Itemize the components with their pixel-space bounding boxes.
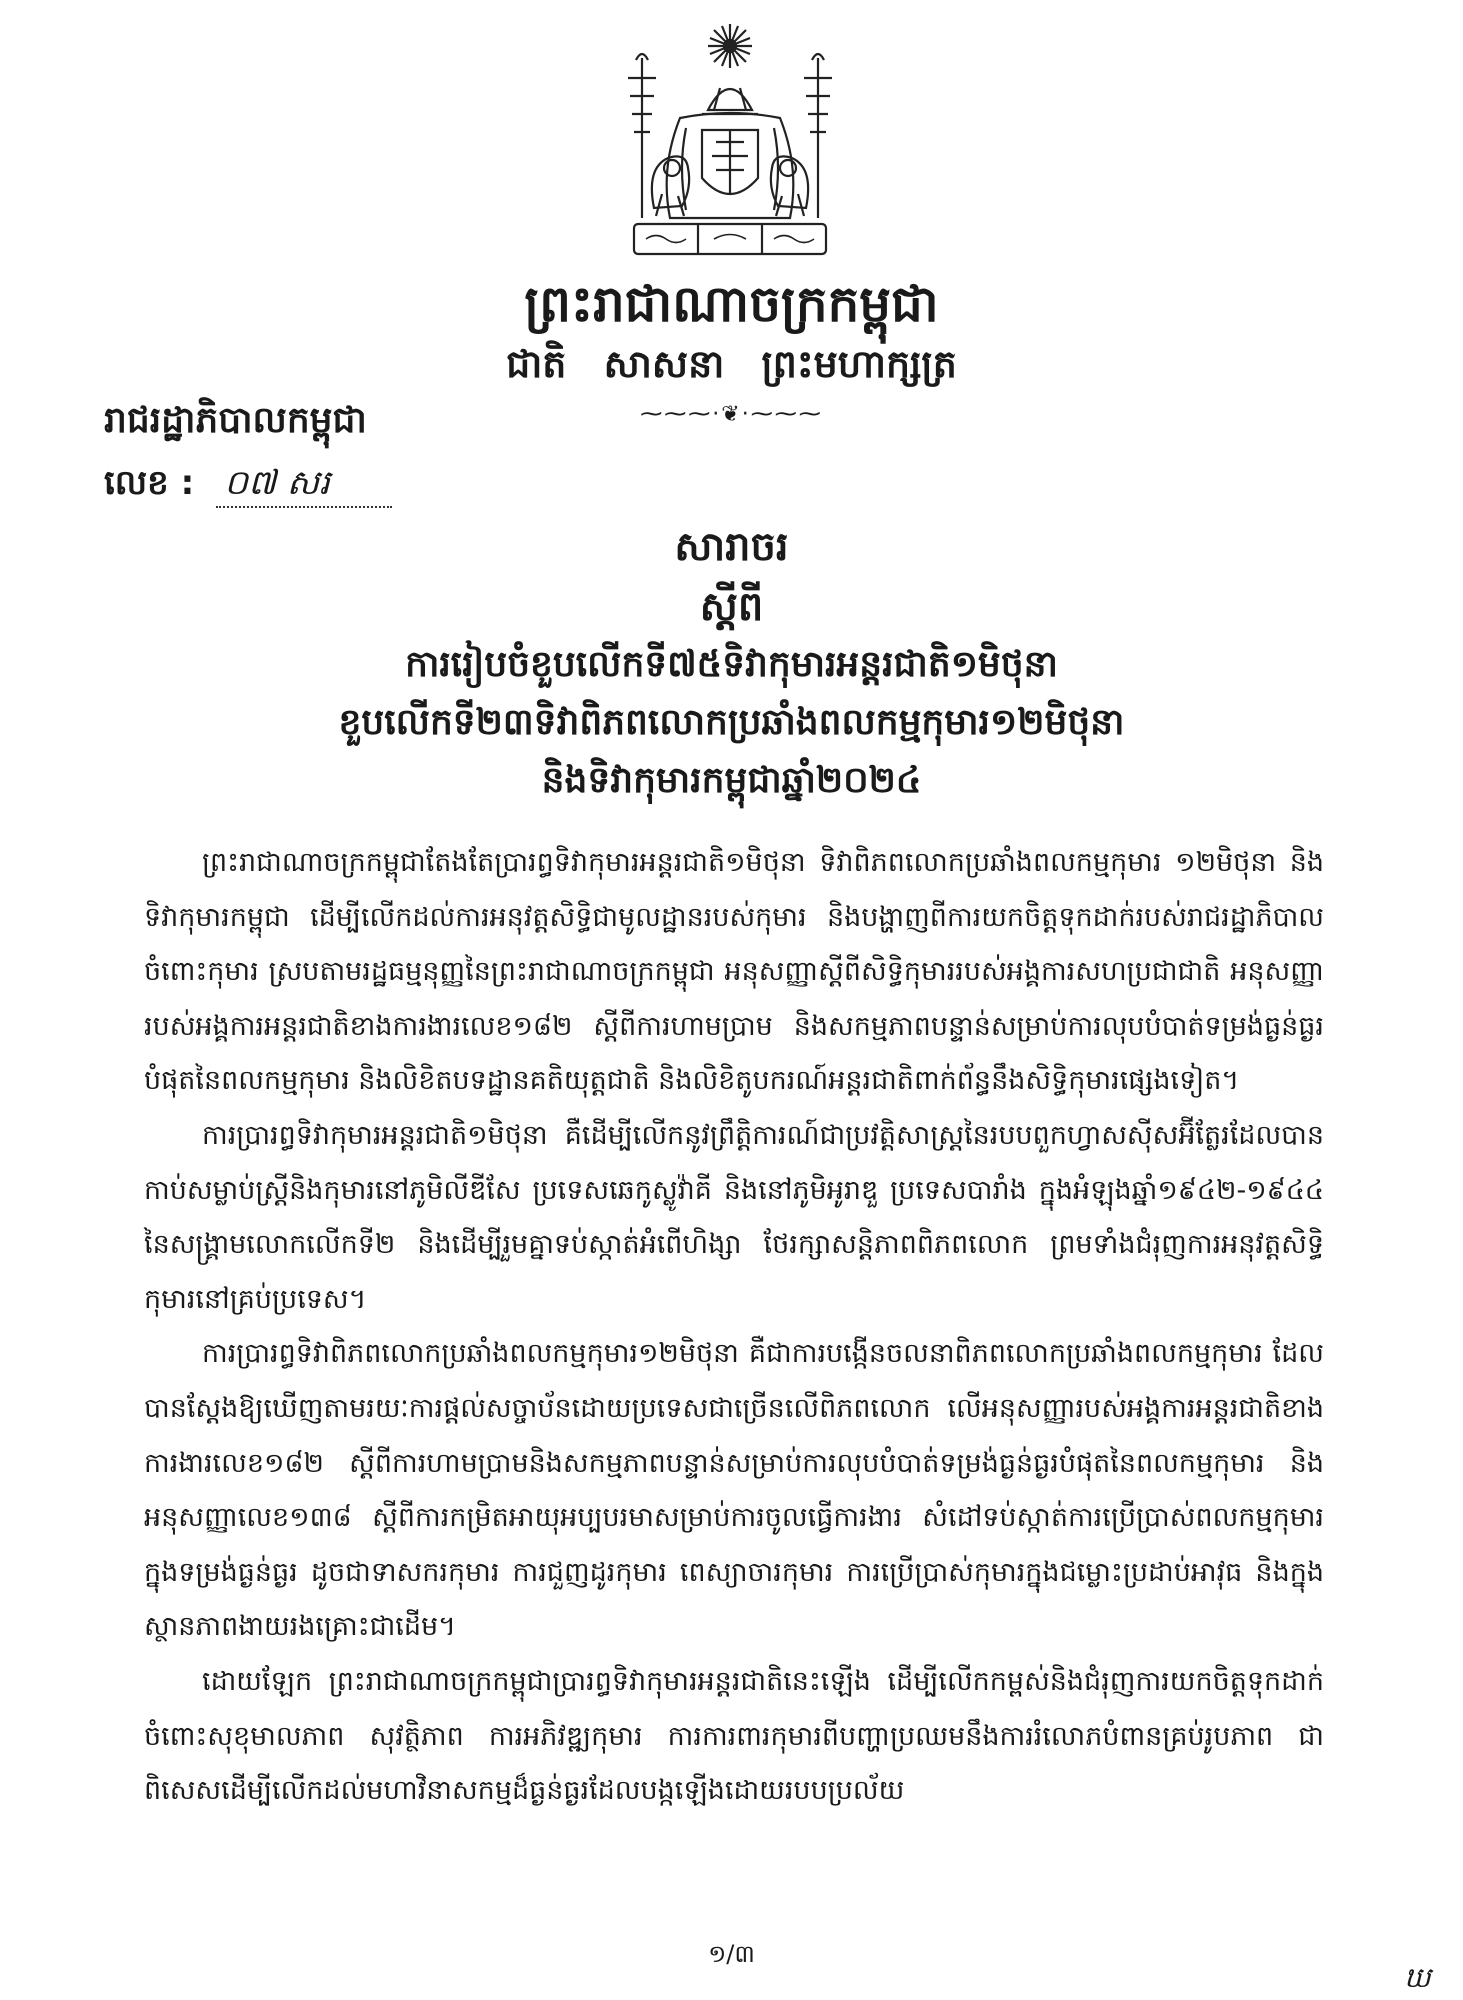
- document-number-value: ០៧ សរ: [216, 460, 392, 508]
- page-number: ១/៣: [708, 1940, 755, 1968]
- national-motto: ជាតិ សាសនា ព្រះមហាក្សត្រ: [506, 342, 957, 386]
- document-body: [144, 836, 1324, 1819]
- document-number-label: លេខ :: [104, 463, 195, 503]
- title-line: ខួបលើកទី២៣ទិវាពិភពលោកប្រឆាំងពលកម្មកុមារ១២មិថុនា: [338, 702, 1125, 743]
- kingdom-heading: ព្រះរាជាណាចក្រកម្ពុជា: [524, 275, 939, 333]
- body-paragraph: ការប្រារព្ធទិវាកុមារអន្តរជាតិ១មិថុនា គឺដើម្បីលើកនូវព្រឹត្តិការណ៍ជាប្រវត្តិសាស្ត្រនៃរបបពួកហ្វាសស៊ីសអ៊ីត្លែរដែលបានកាប់សម្លាប់ស្ត្រីនិងកុមារនៅភូមិលីឌីសែ ប្រទេសឆេកូស្លូវ៉ាគី និងនៅភូមិអូរាឌួ ប្រទេសបារាំង ក្នុងអំឡុងឆ្នាំ១៩៤២-១៩៤៤ នៃសង្គ្រាមលោកលើកទី២ និងដើម្បីរួមគ្នាទប់ស្កាត់អំពើហិង្សា ថែរក្សាសន្តិភាពពិភពលោក ព្រមទាំងជំរុញការអនុវត្តសិទ្ធិកុមារនៅគ្រប់ប្រទេស។: [144, 1119, 1324, 1315]
- document-type: សារាចរ: [674, 524, 789, 570]
- body-paragraph: ដោយឡែក ព្រះរាជាណាចក្រកម្ពុជាប្រារព្ធទិវាកុមារអន្តរជាតិនេះឡើង ដើម្បីលើកកម្ពស់និងជំរុញការយកចិត្តទុកដាក់ចំពោះសុខុមាលភាព សុវត្ថិភាព ការអភិវឌ្ឍកុមារ ការការពារកុមារពីបញ្ហាប្រឈមនឹងការរំលោភបំពានគ្រប់រូបភាព ជាពិសេសដើម្បីលើកដល់មហាវិនាសកម្មដ៏ធ្ងន់ធ្ងរដែលបង្កឡើងដោយរបបប្រល័យ: [144, 1665, 1324, 1807]
- document-number: [104, 460, 392, 508]
- ornament-divider: ⁓⁓⁓·❦·⁓⁓⁓: [640, 402, 823, 427]
- royal-coat-of-arms-icon: [590, 18, 870, 266]
- body-paragraph: ព្រះរាជាណាចក្រកម្ពុជាតែងតែប្រារព្ធទិវាកុមារអន្តរជាតិ១មិថុនា ទិវាពិភពលោកប្រឆាំងពលកម្មកុមារ ១២មិថុនា និងទិវាកុមារកម្ពុជា ដើម្បីលើកដល់ការអនុវត្តសិទ្ធិជាមូលដ្ឋានរបស់កុមារ និងបង្ហាញពីការយកចិត្តទុកដាក់របស់រាជរដ្ឋាភិបាលចំពោះកុមារ ស្របតាមរដ្ឋធម្មនុញ្ញនៃព្រះរាជាណាចក្រកម្ពុជា អនុសញ្ញាស្តីពីសិទ្ធិកុមាររបស់អង្គការសហប្រជាជាតិ អនុសញ្ញារបស់អង្គការអន្តរជាតិខាងការងារលេខ១៨២ ស្តីពីការហាមប្រាម និងសកម្មភាពបន្ទាន់សម្រាប់ការលុបបំបាត់ទម្រង់ធ្ងន់ធ្ងរបំផុតនៃពលកម្មកុមារ និងលិខិតបទដ្ឋានគតិយុត្តជាតិ និងលិខិតូបករណ៍អន្តរជាតិពាក់ព័ន្ធនឹងសិទ្ធិកុមារផ្សេងទៀត។: [144, 847, 1324, 1097]
- subject-label: ស្តីពី: [699, 584, 764, 630]
- title-line: និងទិវាកុមារកម្ពុជាឆ្នាំ២០២៤: [541, 760, 922, 801]
- corner-initial-mark: ឃ: [1404, 1961, 1431, 1994]
- body-paragraph: ការប្រារព្ធទិវាពិភពលោកប្រឆាំងពលកម្មកុមារ១២មិថុនា គឺជាការបង្កើនចលនាពិភពលោកប្រឆាំងពលកម្មកុមារ ដែលបានស្តែងឱ្យឃើញតាមរយៈការផ្តល់សច្ចាប័នដោយប្រទេសជាច្រើនលើពិភពលោក លើអនុសញ្ញារបស់អង្គការអន្តរជាតិខាងការងារលេខ១៨២ ស្តីពីការហាមប្រាមនិងសកម្មភាពបន្ទាន់សម្រាប់ការលុបបំបាត់ទម្រង់ធ្ងន់ធ្ងរបំផុតនៃពលកម្មកុមារ និងអនុសញ្ញាលេខ១៣៨ ស្តីពីការកម្រិតអាយុអប្បបរមាសម្រាប់ការចូលធ្វើការងារ សំដៅទប់ស្កាត់ការប្រើប្រាស់ពលកម្មកុមារក្នុងទម្រង់ធ្ងន់ធ្ងរ ដូចជាទាសករកុមារ ការជួញដូរកុមារ ពេស្យាចារកុមារ ការប្រើប្រាស់កុមារក្នុងជម្លោះប្រដាប់អាវុធ និងក្នុងស្ថានភាពងាយរងគ្រោះជាដើម។: [144, 1338, 1324, 1643]
- issuing-government: រាជរដ្ឋាភិបាលកម្ពុជា: [104, 400, 367, 441]
- title-line: ការរៀបចំខួបលើកទី៧៥ទិវាកុមារអន្តរជាតិ១មិថុនា: [405, 644, 1058, 685]
